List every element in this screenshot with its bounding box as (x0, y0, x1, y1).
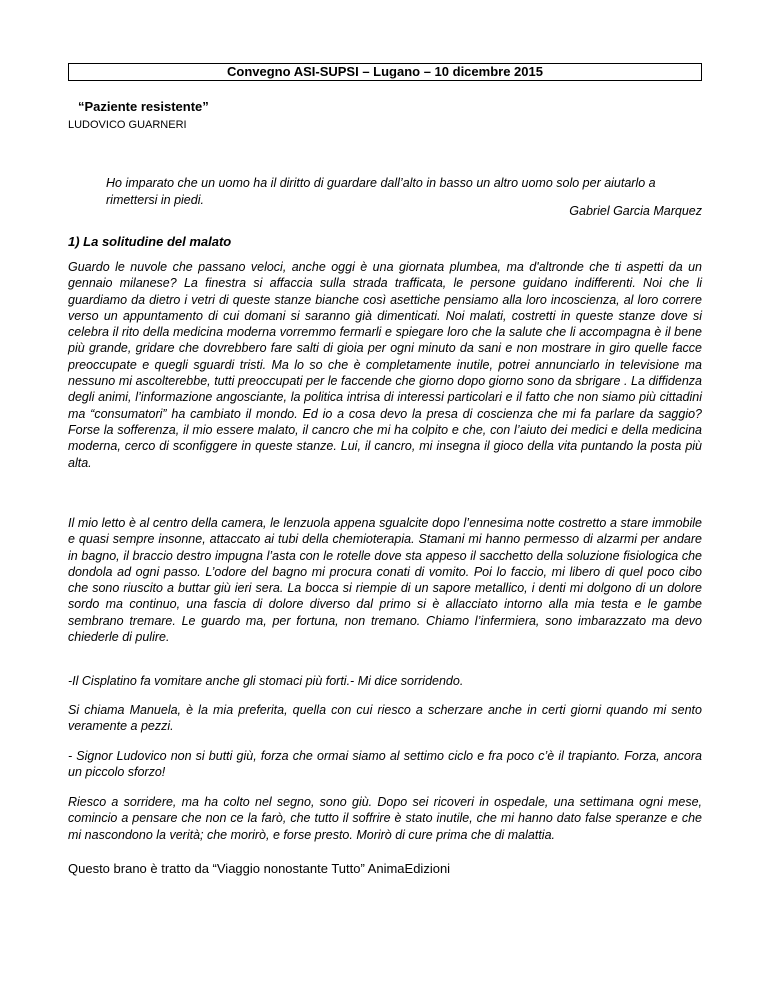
paragraph-5: - Signor Ludovico non si butti giù, forza che ormai siamo al settimo ciclo e fra poco c’è il trapianto. Forza, ancora un piccolo sforzo! (68, 749, 702, 780)
article-author: LUDOVICO GUARNERI (68, 119, 187, 131)
epigraph-quote: Ho imparato che un uomo ha il diritto di guardare dall’alto in basso un altro uomo solo per aiutarlo a rimettersi in piedi. (106, 176, 656, 207)
epigraph-attribution: Gabriel Garcia Marquez (569, 204, 702, 218)
article-title: “Paziente resistente” (78, 99, 209, 114)
paragraph-4: Si chiama Manuela, è la mia preferita, quella con cui riesco a scherzare anche in certi giorni quando mi sento veramente a pezzi. (68, 703, 702, 734)
section-heading: 1) La solitudine del malato (68, 234, 232, 249)
paragraph-2: Il mio letto è al centro della camera, le lenzuola appena sgualcite dopo l’ennesima notte costretto a stare immobile e quasi sempre insonne, attaccato ai tubi della chemioterapia. Stamani mi hanno permesso di alzarmi per andare in bagno, il braccio destro impugna l’asta con le rotelle dove sta appeso il sacchetto della soluzione fisiologica che dondola ad ogni passo. L’odore del bagno mi procura conati di vomito. Poi lo faccio, mi libero di quel poco cibo che sono riuscito a buttar giù ieri sera. La bocca si riempie di un sapore metallico, i denti mi dolgono di un dolore sordo ma continuo, una fascia di dolore diverso dal primo si è allacciato intorno alla mia testa e le gambe sembrano tremare. Le guardo ma, per fortuna, non tremano. Chiamo l’infermiera, sono imbarazzato ma devo chiederle di pulire. (68, 516, 702, 645)
source-note: Questo brano è tratto da “Viaggio nonostante Tutto” AnimaEdizioni (68, 861, 451, 876)
paragraph-3: -Il Cisplatino fa vomitare anche gli stomaci più forti.- Mi dice sorridendo. (68, 674, 464, 688)
conference-header: Convegno ASI-SUPSI – Lugano – 10 dicembre 2015 (68, 63, 702, 81)
paragraph-1: Guardo le nuvole che passano veloci, anche oggi è una giornata plumbea, ma d'altronde che ti aspetti da un gennaio milanese? La finestra si affaccia sulla strada trafficata, le persone guidano indifferenti. Noi che li guardiamo da dietro i vetri di queste stanze bianche così asettiche pensiamo alla loro incoscienza, al loro correre verso un appuntamento di cui domani si saranno già dimenticati. Noi malati, costretti in queste stanze dove si celebra il rito della medicina moderna vorremmo fermarli e spiegare loro che la salute che li accompagna è il bene più grande, gridare che dovrebbero fare salti di gioia per ogni minuto da sani e non mostrare in giro quelle facce preoccupate e quegli sguardi tristi. Ma lo so che è completamente inutile, potrei annunciarlo in televisione ma nessuno mi ascolterebbe, tutti preoccupati per le faccende che giorno dopo giorno sono da sbrigare . La diffidenza degli animi, l’informazione angosciante, la politica intrisa di interessi particolari e il fatto che non siamo più cittadini ma “consumatori” ha cambiato il mondo. Ed io a cosa devo la presa di coscienza che mi fa parlare da saggio? Forse la sofferenza, il mio essere malato, il cancro che mi ha colpito e che, con l’aiuto dei medici e della medicina moderna, cerco di sconfiggere in queste stanze. Lui, il cancro, mi insegna il gioco della vita puntando la posta più alta. (68, 260, 702, 470)
paragraph-6: Riesco a sorridere, ma ha colto nel segno, sono giù. Dopo sei ricoveri in ospedale, una settimana ogni mese, comincio a pensare che non ce la farò, che tutto il soffrire è stato inutile, che mi hanno dato false speranze e che mi nascondono la verità; che morirò, e forse presto. Morirò di cure prima che di malattia. (68, 795, 702, 842)
